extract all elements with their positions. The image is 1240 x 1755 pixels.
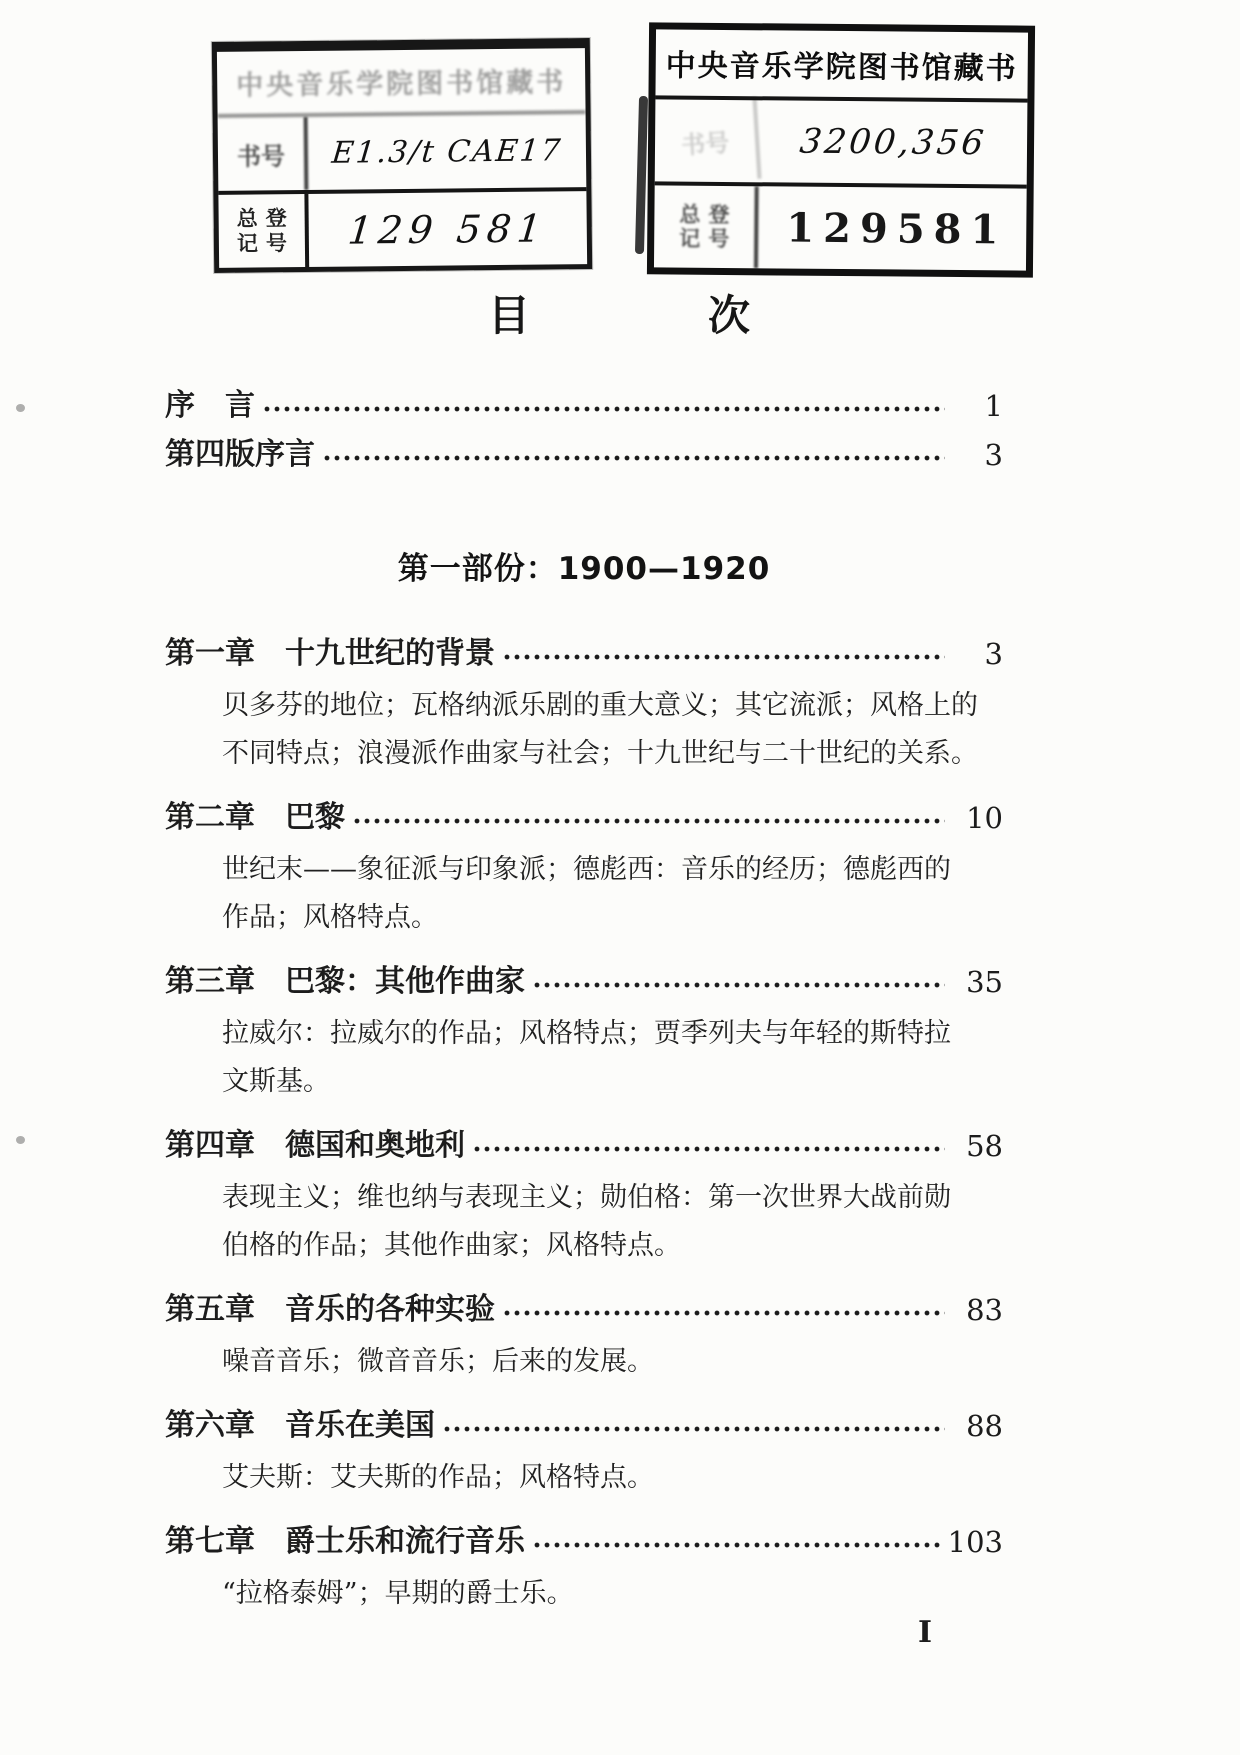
chapter-page-number: 88 xyxy=(966,1409,1003,1443)
chapter-description xyxy=(222,1454,1003,1502)
toc-entry-chapter-3 xyxy=(165,964,1003,1106)
stamp-left-book-no-row xyxy=(218,114,587,191)
stamp-left-reg-row xyxy=(218,187,587,268)
dot-leader xyxy=(323,454,945,462)
stamp-left-book-no-label: 书号 xyxy=(218,117,309,191)
dot-leader xyxy=(503,653,945,661)
toc-entry-chapter-5 xyxy=(165,1292,1003,1386)
toc-entry-page-number: 1 xyxy=(984,389,1003,423)
stamp-right-reg-value: 129581 xyxy=(786,204,1008,253)
chapter-title-row xyxy=(165,636,1003,672)
dot-leader xyxy=(533,981,945,989)
chapter-page-number: 3 xyxy=(984,637,1003,671)
chapter-title-row xyxy=(165,1128,1003,1164)
stamp-left-reg-label-line1: 总登 xyxy=(236,206,295,232)
stamp-right-book-no-label: 书号 xyxy=(653,97,762,185)
toc-entry-preface xyxy=(165,388,1003,424)
toc-entry-chapter-2 xyxy=(165,800,1003,942)
part-heading: 第一部份：1900—1920 xyxy=(397,551,771,587)
stamp-right-reg-label-line2: 记号 xyxy=(679,226,738,252)
dot-leader xyxy=(353,817,945,825)
stamp-right-reg-label xyxy=(654,185,759,268)
stamp-left-reg-label-line2: 记号 xyxy=(236,230,296,256)
chapter-description-line: 拉威尔：拉威尔的作品；风格特点；贾季列夫与年轻的斯特拉 xyxy=(222,1018,951,1049)
chapter-page-number: 58 xyxy=(966,1129,1003,1163)
chapter-title: 第五章 音乐的各种实验 xyxy=(165,1292,495,1327)
stamp-left-reg-label xyxy=(218,194,309,268)
folio-page-number: I xyxy=(918,1615,934,1650)
chapter-title-row xyxy=(165,800,1003,836)
chapter-description-line: 噪音音乐；微音音乐；后来的发展。 xyxy=(222,1346,654,1377)
toc-entry-fourth-edition-preface xyxy=(165,437,1003,473)
scan-artifact-speck xyxy=(16,1136,25,1144)
dot-leader xyxy=(503,1309,945,1317)
scan-artifact-streak xyxy=(635,96,648,254)
chapter-title: 第七章 爵士乐和流行音乐 xyxy=(165,1524,525,1559)
chapter-description-line: 文斯基。 xyxy=(222,1066,330,1097)
stamp-right-reg-label-line1: 总登 xyxy=(679,202,738,227)
chapter-description-line: “拉格泰姆”；早期的爵士乐。 xyxy=(222,1578,574,1609)
chapter-description-line: 艾夫斯：艾夫斯的作品；风格特点。 xyxy=(222,1462,654,1493)
chapter-description xyxy=(222,1338,1003,1386)
chapter-description xyxy=(222,1010,1003,1106)
chapter-page-number: 10 xyxy=(966,801,1003,835)
toc-entry-title: 第四版序言 xyxy=(165,437,315,472)
scan-artifact-speck xyxy=(16,404,25,412)
chapter-title-row xyxy=(165,964,1003,1000)
chapter-description-line: 表现主义；维也纳与表现主义；勋伯格：第一次世界大战前勋 xyxy=(222,1182,951,1213)
chapter-description-line: 作品；风格特点。 xyxy=(222,902,438,933)
toc-entry-chapter-4 xyxy=(165,1128,1003,1270)
chapter-page-number: 103 xyxy=(947,1525,1003,1559)
chapter-description xyxy=(222,846,1003,942)
table-of-contents xyxy=(165,388,1003,1640)
chapter-page-number: 35 xyxy=(966,965,1003,999)
stamp-right-reg-row xyxy=(654,181,1027,270)
page-title: 目 次 xyxy=(487,291,752,340)
stamp-right-header: 中央音乐学院图书馆藏书 xyxy=(655,29,1028,102)
chapter-title: 第六章 音乐在美国 xyxy=(165,1408,435,1443)
toc-entry-page-number: 3 xyxy=(984,438,1003,472)
library-stamp-right xyxy=(647,22,1035,277)
toc-entry-chapter-6 xyxy=(165,1408,1003,1502)
chapter-page-number: 83 xyxy=(966,1293,1003,1327)
chapter-description-line: 伯格的作品；其他作曲家；风格特点。 xyxy=(222,1230,681,1261)
toc-entry-chapter-7 xyxy=(165,1524,1003,1618)
stamp-left-reg-value: 129 581 xyxy=(346,205,550,253)
chapter-title-row xyxy=(165,1292,1003,1328)
dot-leader xyxy=(473,1145,945,1153)
toc-entry-title: 序 言 xyxy=(165,388,255,423)
chapter-description xyxy=(222,1174,1003,1270)
chapter-description-line: 世纪末——象征派与印象派；德彪西：音乐的经历；德彪西的 xyxy=(222,854,951,885)
stamp-left-header: 中央音乐学院图书馆藏书 xyxy=(217,48,586,118)
chapter-description xyxy=(222,682,1003,778)
chapter-title: 第三章 巴黎：其他作曲家 xyxy=(165,964,525,999)
dot-leader xyxy=(533,1541,942,1549)
dot-leader xyxy=(263,405,945,413)
stamp-left-book-no-value: E1.3/t CAE17 xyxy=(330,133,564,171)
library-stamp-left xyxy=(212,38,592,273)
dot-leader xyxy=(443,1425,945,1433)
toc-entry-chapter-1 xyxy=(165,636,1003,778)
stamp-right-book-no-row xyxy=(655,99,1028,184)
chapter-title: 第一章 十九世纪的背景 xyxy=(165,636,495,671)
chapter-description-line: 贝多芬的地位；瓦格纳派乐剧的重大意义；其它流派；风格上的 xyxy=(222,690,978,721)
chapter-title-row xyxy=(165,1408,1003,1444)
stamp-right-book-no-value: 3200,356 xyxy=(797,121,989,164)
chapter-description-line: 不同特点；浪漫派作曲家与社会；十九世纪与二十世纪的关系。 xyxy=(222,738,978,769)
chapter-title: 第二章 巴黎 xyxy=(165,800,345,835)
chapter-description xyxy=(222,1570,1003,1618)
chapter-title-row xyxy=(165,1524,1003,1560)
chapter-title: 第四章 德国和奥地利 xyxy=(165,1128,465,1163)
